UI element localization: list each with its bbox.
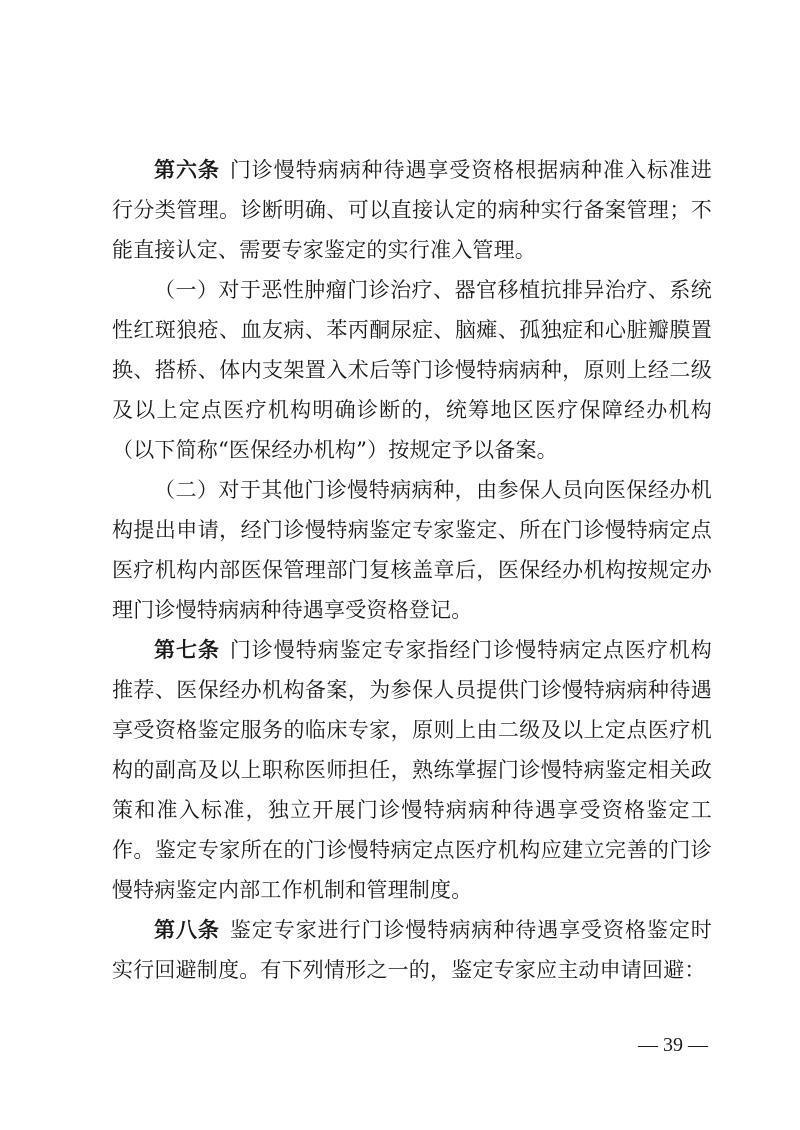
- article-7-heading: 第七条: [154, 638, 220, 662]
- article-7-text: 门诊慢特病鉴定专家指经门诊慢特病定点医疗机构推荐、医保经办机构备案，为参保人员提供门诊慢特病病种待遇享受资格鉴定服务的临床专家，原则上由二级及以上定点医疗机构的副高及以上职称医师担任，熟练掌握门诊慢特病鉴定相关政策和准入标准，独立开展门诊慢特病病种待遇享受资格鉴定工作。鉴定专家所在的门诊慢特病定点医疗机构应建立完善的门诊慢特病鉴定内部工作机制和管理制度。: [112, 638, 712, 902]
- article-6-item-2: [112, 470, 712, 630]
- article-8-heading: 第八条: [154, 918, 220, 942]
- article-6-item-1-text: （一）对于恶性肿瘤门诊治疗、器官移植抗排异治疗、系统性红斑狼疮、血友病、苯丙酮尿症、脑瘫、孤独症和心脏瓣膜置换、搭桥、体内支架置入术后等门诊慢特病病种，原则上经二级及以上定点医疗机构明确诊断的，统筹地区医疗保障经办机构（以下简称“医保经办机构”）按规定予以备案。: [112, 278, 712, 462]
- page-number: — 39 —: [638, 1034, 708, 1056]
- article-8-text: 鉴定专家进行门诊慢特病病种待遇享受资格鉴定时实行回避制度。有下列情形之一的，鉴定专家应主动申请回避：: [112, 918, 712, 982]
- article-6-paragraph: [112, 150, 712, 270]
- article-8-paragraph: [112, 910, 712, 990]
- document-body: [112, 150, 712, 990]
- article-6-item-2-text: （二）对于其他门诊慢特病病种，由参保人员向医保经办机构提出申请，经门诊慢特病鉴定专家鉴定、所在门诊慢特病定点医疗机构内部医保管理部门复核盖章后，医保经办机构按规定办理门诊慢特病病种待遇享受资格登记。: [112, 478, 712, 622]
- article-6-item-1: [112, 270, 712, 470]
- article-7-paragraph: [112, 630, 712, 910]
- article-6-text: 门诊慢特病病种待遇享受资格根据病种准入标准进行分类管理。诊断明确、可以直接认定的病种实行备案管理；不能直接认定、需要专家鉴定的实行准入管理。: [112, 158, 712, 262]
- article-6-heading: 第六条: [154, 158, 220, 182]
